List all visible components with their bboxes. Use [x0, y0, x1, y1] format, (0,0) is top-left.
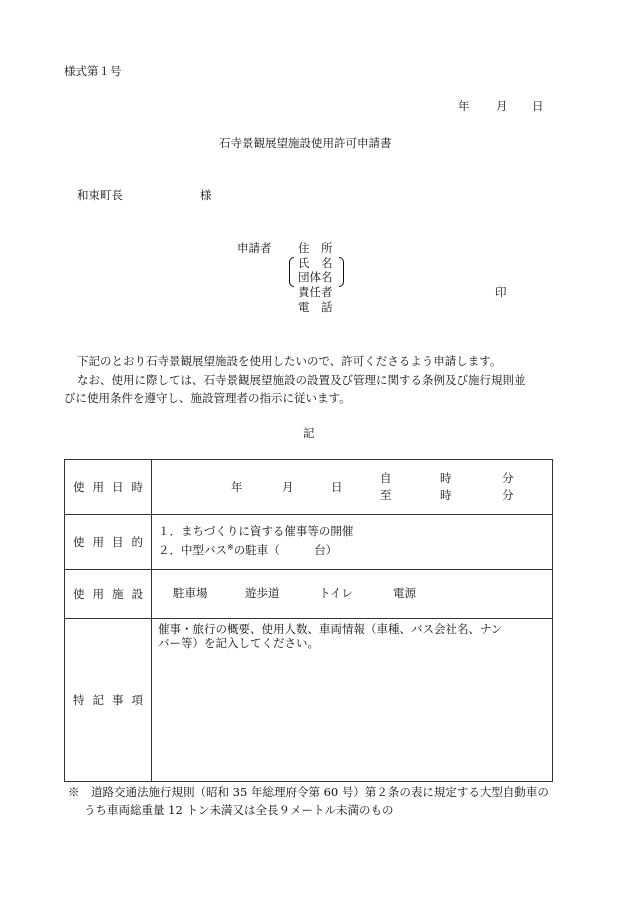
- body-line-3: びに使用条件を遵守し、施設管理者の指示に従います。: [64, 391, 351, 405]
- ki-heading: 記: [303, 426, 315, 440]
- form-number: 様式第１号: [64, 64, 122, 78]
- datetime-to-minute: 分: [502, 488, 514, 502]
- applicant-phone-label: 電 話: [298, 300, 333, 314]
- purpose-value-cell[interactable]: [152, 515, 553, 570]
- date-day: 日: [532, 99, 544, 113]
- facility-label-cell: [65, 570, 152, 619]
- left-brace: [289, 257, 294, 287]
- datetime-to-hour: 時: [440, 488, 452, 502]
- notes-value-cell[interactable]: [152, 619, 553, 782]
- footnote-mark: ※: [227, 543, 234, 552]
- date-year: 年: [458, 99, 470, 113]
- facility-parking[interactable]: 駐車場: [173, 586, 208, 600]
- applicant-responsible-label: 責任者: [298, 285, 333, 299]
- datetime-day: 日: [331, 480, 343, 494]
- notes-instruction-line-1: 催事・旅行の概要、使用人数、車両情報（車種、バス会社名、ナン: [158, 622, 503, 636]
- addressee-name: 和束町長: [77, 188, 123, 202]
- purpose-item-2-suffix: の駐車（ 台）: [233, 543, 338, 557]
- datetime-from-hour: 時: [440, 471, 452, 485]
- datetime-from-minute: 分: [502, 471, 514, 485]
- footnote-line-1: ※ 道路交通法施行規則（昭和 35 年総理府令第 60 号）第２条の表に規定する大型自動車の: [68, 785, 549, 799]
- facility-walkway[interactable]: 遊歩道: [245, 586, 280, 600]
- table-row-facility: [65, 570, 553, 619]
- applicant-group-label: 団体名: [298, 270, 333, 284]
- datetime-label-cell: [65, 460, 152, 515]
- purpose-item-2-prefix: ２．中型バス: [158, 543, 227, 557]
- purpose-item-2: [158, 544, 337, 557]
- usage-table: [64, 459, 553, 782]
- applicant-address-label: 住 所: [298, 241, 333, 255]
- purpose-item-1: １．まちづくりに資する催事等の開催: [158, 524, 354, 538]
- table-row-datetime: [65, 460, 553, 515]
- datetime-year: 年: [231, 480, 243, 494]
- facility-power[interactable]: 電源: [393, 586, 416, 600]
- datetime-label: 使用日時: [73, 480, 143, 494]
- purpose-label: 使用目的: [73, 535, 143, 549]
- document-title: 石寺景観展望施設使用許可申請書: [219, 136, 392, 150]
- facility-label: 使用施設: [73, 587, 143, 601]
- table-row-purpose: [65, 515, 553, 570]
- body-line-1: 下記のとおり石寺景観展望施設を使用したいので、許可くださるよう申請します。: [77, 354, 502, 368]
- datetime-to: 至: [380, 488, 392, 502]
- applicant-label: 申請者: [237, 241, 272, 255]
- right-brace: [339, 257, 344, 287]
- date-month: 月: [496, 99, 508, 113]
- datetime-value-cell[interactable]: [152, 460, 553, 515]
- notes-instruction-line-2: バー等）を記入してください。: [158, 636, 319, 650]
- datetime-from: 自: [380, 471, 392, 485]
- purpose-label-cell: [65, 515, 152, 570]
- applicant-name-label: 氏 名: [298, 256, 333, 270]
- footnote-line-2: うち車両総重量 12 トン未満又は全長９メートル未満のもの: [84, 803, 394, 817]
- facility-toilet[interactable]: トイレ: [319, 586, 353, 600]
- seal-mark: 印: [495, 285, 507, 299]
- notes-label: 特記事項: [73, 693, 143, 707]
- notes-label-cell: [65, 619, 152, 782]
- datetime-month: 月: [282, 480, 294, 494]
- addressee-honorific: 様: [200, 188, 212, 202]
- table-row-notes: [65, 619, 553, 782]
- facility-value-cell[interactable]: [152, 570, 553, 619]
- body-line-2: なお、使用に際しては、石寺景観展望施設の設置及び管理に関する条例及び施行規則並: [77, 373, 526, 387]
